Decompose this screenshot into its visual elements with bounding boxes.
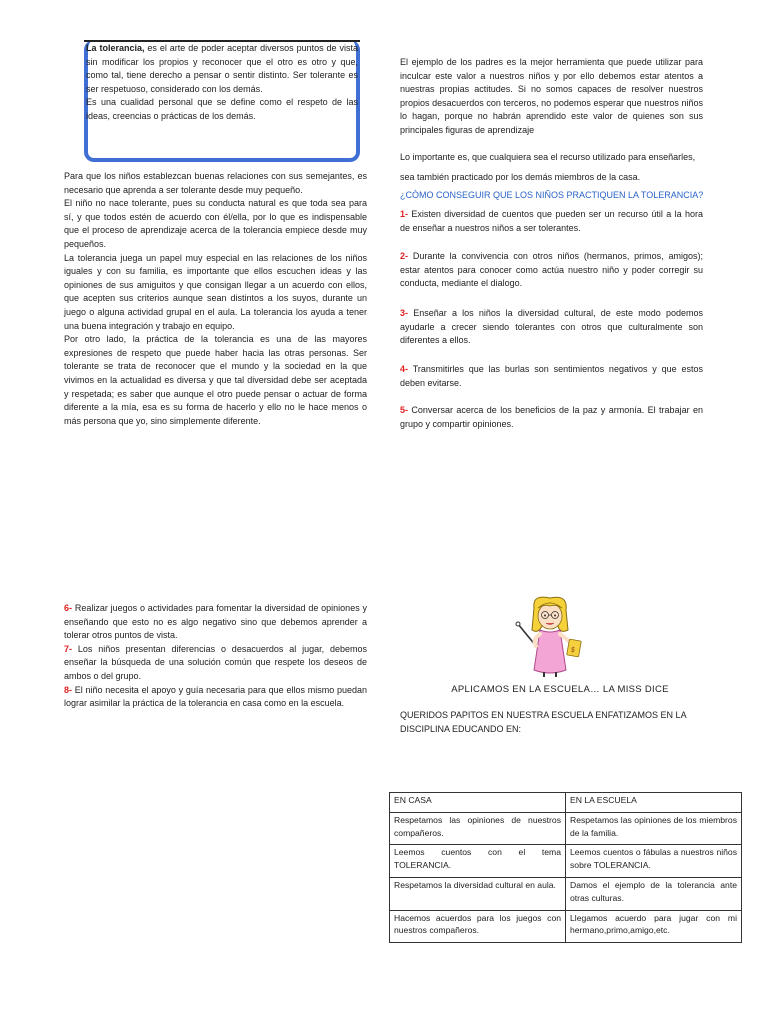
lower-tips (64, 602, 367, 711)
table-cell: Respetamos las opiniones de nuestros compañeros. (390, 812, 566, 845)
tip-number: 5- (400, 405, 409, 415)
table-header-cell: EN LA ESCUELA (566, 793, 742, 813)
tip-text: Transmitirles que las burlas son sentimientos negativos y que estos deben evitarse. (400, 364, 703, 388)
tip-item (400, 250, 703, 291)
tip-number: 4- (400, 364, 409, 374)
table-cell: Respetamos la diversidad cultural en aula. (390, 877, 566, 910)
tip-item (400, 307, 703, 348)
tip-text: Los niños presentan diferencias o desacuerdos al jugar, debemos enseñar la búsqueda de una solución común que respete los deseos de ambos o del grupo. (64, 643, 367, 681)
right-important-1: Lo importante es, que cualquiera sea el recurso utilizado para enseñarles, (400, 152, 696, 162)
left-paragraph: El niño no nace tolerante, pues su conducta natural es que toda sea para sí, y que todos estén de acuerdo con él/ella, por lo que es indispensable que el proceso de aprendizaje acerca de la tolerancia empiece desde muy pequeños. (64, 198, 367, 249)
tip-text: Enseñar a los niños la diversidad cultural, de este modo podemos ayudarle a crecer siendo tolerantes con otros que culturalmente son diferentes a ellos. (400, 308, 703, 346)
definition-body-2: Es una cualidad personal que se define como el respeto de las ideas, creencias o prácticas de los demás. (86, 97, 358, 121)
table-cell: Respetamos las opiniones de los miembros de la familia. (566, 812, 742, 845)
left-column (64, 170, 367, 428)
table-row (390, 812, 742, 845)
left-paragraph: Para que los niños establezcan buenas relaciones con sus semejantes, es necesario que aprenda a ser tolerante desde muy pequeño. (64, 171, 367, 195)
tip-item (64, 643, 367, 684)
table-cell: Hacemos acuerdos para los juegos con nuestros compañeros. (390, 910, 566, 943)
svg-text:$: $ (570, 645, 576, 655)
tip-text: Existen diversidad de cuentos que pueden ser un recurso útil a la hora de enseñar a nuestros niños a ser tolerantes. (400, 209, 703, 233)
teacher-illustration (512, 596, 586, 678)
question-heading: ¿CÒMO CONSEGUIR QUE LOS NIÑOS PRACTIQUEN LA TOLERANCIA? (400, 190, 704, 200)
tip-item (400, 208, 703, 235)
left-paragraph: Por otro lado, la práctica de la tolerancia es una de las mayores expresiones de respeto que puede haber hacia las otras personas. Ser tolerante se trata de reconocer que el mundo y la sociedad en la que vivimos en la actualidad es diversa y que tal diversidad debe ser aceptada y respetada; es saber que aunque el otro puede pensar o actuar de forma diferente a la mía, esa es su forma de hacerlo y ello no le hace menos o más persona que yo, sino simplemente diferente. (64, 334, 367, 426)
table-cell: Damos el ejemplo de la tolerancia ante otras culturas. (566, 877, 742, 910)
table-row (390, 910, 742, 943)
table-header-row (390, 793, 742, 813)
definition-text (86, 42, 358, 124)
table-cell: Llegamos acuerdo para jugar con mi hermano,primo,amigo,etc. (566, 910, 742, 943)
tip-text: Durante la convivencia con otros niños (hermanos, primos, amigos); estar atentos para conocer como actúa nuestro niño y poder corregir su conducta, mediante el dialogo. (400, 251, 703, 289)
tip-number: 7- (64, 643, 73, 654)
table-row (390, 877, 742, 910)
tip-item (64, 684, 367, 711)
tip-item (400, 363, 703, 390)
right-important-2: sea también practicado por los demás miembros de la casa. (400, 172, 641, 182)
tip-number: 1- (400, 209, 409, 219)
definition-term: La tolerancia, (86, 43, 145, 53)
table-cell: Leemos cuentos con el tema TOLERANCIA. (390, 845, 566, 878)
tip-number: 6- (64, 603, 73, 613)
school-title: APLICAMOS EN LA ESCUELA… LA MISS DICE (451, 684, 669, 695)
tip-number: 2- (400, 251, 409, 261)
tip-text: Conversar acerca de los beneficios de la paz y armonía. El trabajar en grupo y compartir opiniones. (400, 405, 703, 429)
tip-item (400, 404, 703, 431)
tip-text: Realizar juegos o actividades para fomentar la diversidad de opiniones y enseñando que esto no es algo negativo sino que debemos aprender a tolerar otros puntos de vista. (64, 603, 367, 641)
tip-text: El niño necesita el apoyo y guía necesaria para que ellos mismo puedan lograr asimilar la práctica de la tolerancia en casa como en la escuela. (64, 684, 367, 709)
tip-number: 8- (64, 684, 73, 695)
school-intro: QUERIDOS PAPITOS EN NUESTRA ESCUELA ENFATIZAMOS EN LA DISCIPLINA EDUCANDO EN: (400, 710, 687, 734)
table-cell: Leemos cuentos o fábulas a nuestros niños sobre TOLERANCIA. (566, 845, 742, 878)
tip-number: 3- (400, 308, 409, 318)
left-paragraph: La tolerancia juega un papel muy especial en las relaciones de los niños iguales y con su familia, es importante que ellos escuchen ideas y las opiniones de sus amiguitos y que consigan llegar a un acuerdo con ellos, que acepten sus criterios aunque sean distintos a los suyos, durante un juego o alguna actividad grupal en el aula. La tolerancia los ayuda a tener una buena integración y trabajo en equipo. (64, 252, 367, 331)
tip-item (64, 602, 367, 643)
comparison-table (389, 792, 742, 943)
definition-body: es el arte de poder aceptar diversos puntos de vista sin modificar los propios y reconocer que el otro es otro y que, como tal, tiene derecho a pensar o sentir distinto. Ser tolerante es ser respetuoso, considerado con los demás. (86, 43, 358, 94)
right-intro: El ejemplo de los padres es la mejor herramienta que puede utilizar para inculcar este valor a nuestros niños y por ello debemos estar atentos a nuestras propias actitudes. Si no somos capaces de resolver nuestros propios desacuerdos con terceros, no podemos esperar que nuestros niños lo hagan, porque no habrán aprendido este valor de quienes son sus principales figuras de aprendizaje (400, 57, 703, 135)
table-header-cell: EN CASA (390, 793, 566, 813)
table-row (390, 845, 742, 878)
